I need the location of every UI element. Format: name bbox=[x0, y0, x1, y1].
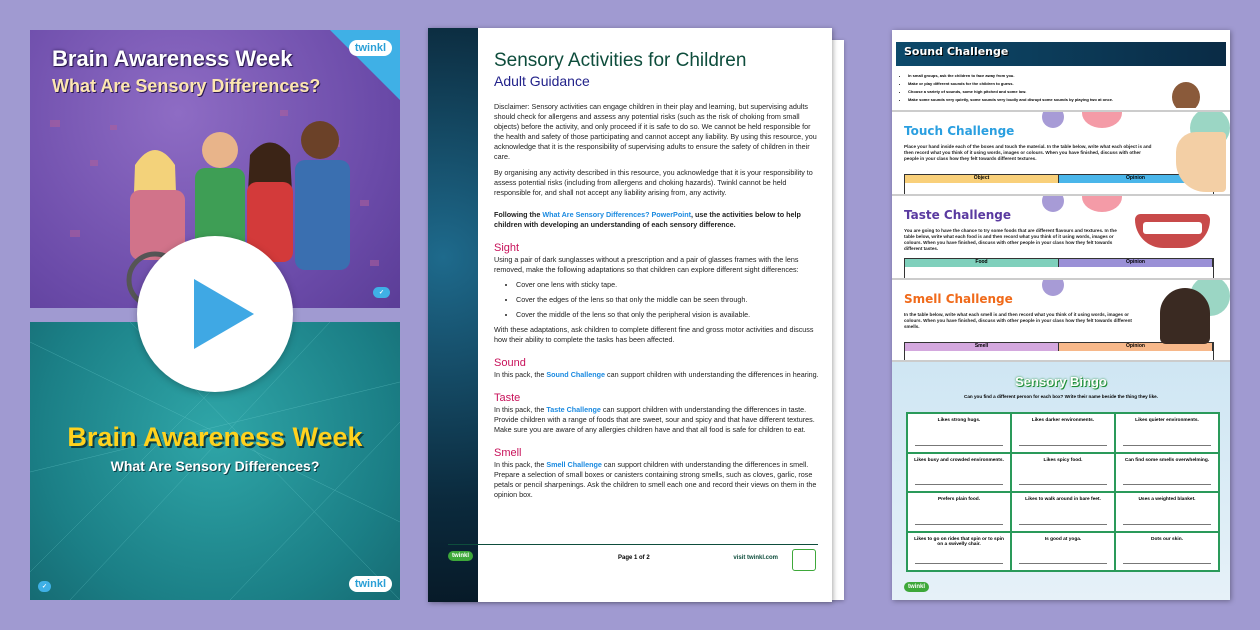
sheet-text: Place your hand inside each of the boxes and touch the material. In the table below, write what each object is and then record what you think of it using words, images or colours. When you have finished, discuss with other people in your class how they felt towards different textures. bbox=[904, 144, 1152, 161]
following-text bbox=[494, 210, 820, 230]
text: , use the activities below to help children with developing an understanding of each sensory difference. bbox=[494, 210, 801, 229]
smile-illustration bbox=[1135, 214, 1210, 248]
text: Following the bbox=[494, 210, 543, 219]
bingo-cell: Likes busy and crowded environments. bbox=[907, 453, 1011, 493]
list-item: • Choose a variety of sounds, some high pitched and some low. bbox=[908, 88, 1113, 96]
cover-title: Brain Awareness Week bbox=[52, 46, 293, 71]
touch-table bbox=[904, 174, 1214, 194]
smell-challenge-sheet bbox=[892, 278, 1230, 362]
bingo-cell: Can find some smells overwhelming. bbox=[1115, 453, 1219, 493]
twinkl-logo: twinkl bbox=[904, 582, 929, 592]
text: can support children with understanding the differences in hearing. bbox=[605, 370, 819, 379]
taste-table bbox=[904, 258, 1214, 278]
bingo-cell: Prefers plain food. bbox=[907, 492, 1011, 532]
twinkl-logo: twinkl bbox=[448, 551, 473, 561]
column-header: Object bbox=[905, 175, 1059, 183]
bingo-cell: Likes quieter environments. bbox=[1115, 413, 1219, 453]
sound-challenge-sheet bbox=[892, 30, 1230, 108]
twinkl-logo: twinkl bbox=[349, 576, 392, 592]
text: In this pack, the bbox=[494, 405, 547, 414]
bingo-cell: Likes spicy food. bbox=[1011, 453, 1115, 493]
bingo-cell: Dots our skin. bbox=[1115, 532, 1219, 572]
play-icon bbox=[194, 279, 254, 349]
sensory-bingo-sheet bbox=[892, 360, 1230, 600]
sight-list bbox=[516, 280, 820, 320]
column-header: Opinion bbox=[1059, 343, 1213, 351]
sound-list bbox=[908, 72, 1113, 104]
girl-illustration bbox=[1160, 288, 1210, 344]
sheet-title: Taste Challenge bbox=[904, 208, 1012, 222]
text: In this pack, the bbox=[494, 460, 547, 469]
column-header: Food bbox=[905, 259, 1059, 267]
sight-after-text: With these adaptations, ask children to complete different fine and gross motor activities and discuss how their ability to complete the tasks has been affected. bbox=[494, 325, 814, 344]
touch-challenge-sheet bbox=[892, 110, 1230, 194]
second-subtitle: What Are Sensory Differences? bbox=[110, 458, 320, 474]
sound-heading: Sound bbox=[494, 357, 526, 369]
cover-subtitle: What Are Sensory Differences? bbox=[52, 76, 321, 96]
bingo-cell: Likes to walk around in bare feet. bbox=[1011, 492, 1115, 532]
sound-text bbox=[494, 370, 820, 380]
bingo-cell: Likes darker environments. bbox=[1011, 413, 1115, 453]
text: In this pack, the bbox=[494, 370, 547, 379]
sheet-text: You are going to have the chance to try some foods that are different flavours and textures. In the table below, write what each food is and then record what you think of it using words, images or colours. When you have finished, discuss with other people in your class how they felt towards different tastes. bbox=[904, 228, 1117, 251]
column-header: Smell bbox=[905, 343, 1059, 351]
taste-challenge-sheet bbox=[892, 194, 1230, 278]
list-item: • In small groups, ask the children to face away from you. bbox=[908, 72, 1113, 80]
sheet-title: Smell Challenge bbox=[904, 292, 1013, 306]
document-title: Sensory Activities for Children bbox=[494, 50, 747, 71]
powerpoint-link[interactable]: What Are Sensory Differences? PowerPoint bbox=[542, 210, 692, 219]
text: can support children with understanding the differences in smell. Prepare a selection of small boxes or canisters containing strong smells, such as cloves, garlic, rose petals or pencil sharpenings. Ask the children to smell each one and record their views on them in the opinion box. bbox=[494, 460, 817, 499]
smell-challenge-link[interactable]: Smell Challenge bbox=[546, 460, 602, 469]
bingo-cell: Uses a weighted blanket. bbox=[1115, 492, 1219, 532]
bingo-grid bbox=[906, 412, 1220, 572]
bingo-cell: Likes strong hugs. bbox=[907, 413, 1011, 453]
play-video-button[interactable] bbox=[137, 236, 293, 392]
column-header: Opinion bbox=[1059, 175, 1213, 183]
document-footer bbox=[448, 544, 818, 584]
text: can support children with understanding the differences in taste. Provide children with a range of foods that are sweet, sour and spicy and that have different textures. Make sure you are aware of any allergies children have and that all food is safe for children to eat. bbox=[494, 405, 815, 434]
column-header: Opinion bbox=[1059, 259, 1213, 267]
taste-text bbox=[494, 405, 820, 435]
page-number: Page 1 of 2 bbox=[618, 555, 650, 561]
sight-text: Using a pair of dark sunglasses without a prescription and a pair of glasses frames with the lens removed, make the following adaptations so that children can explore different sight differences: bbox=[494, 255, 799, 274]
list-item: • Cover one lens with sticky tape. bbox=[516, 280, 820, 290]
smell-heading: Smell bbox=[494, 447, 522, 459]
smell-text bbox=[494, 460, 820, 500]
list-item: • Make some sounds very quietly, some sounds very loudly and disrupt some sounds by playing two at once. bbox=[908, 96, 1113, 104]
organising-text: By organising any activity described in this resource, you acknowledge that it is your responsibility to assess potential risks (including from allergens and choking hazards). Twinkl cannot be held responsible for, and shall not accept any liability arising from, any activity. bbox=[494, 168, 813, 197]
child-illustration bbox=[1172, 82, 1200, 108]
badge-logo: ✓ bbox=[373, 287, 390, 298]
document-subtitle: Adult Guidance bbox=[494, 73, 590, 89]
sheet-title: Sound Challenge bbox=[904, 45, 1009, 58]
twinkl-logo: twinkl bbox=[349, 40, 392, 56]
sheet-title: Sensory Bingo bbox=[1015, 374, 1107, 389]
sheet-subtitle: Can you find a different person for each box? Write their name beside the thing they like. bbox=[964, 394, 1158, 399]
worksheets-preview bbox=[892, 30, 1230, 600]
smell-table bbox=[904, 342, 1214, 362]
sheet-text: In the table below, write what each smell is and then record what you think of it using words, images or colours. When you have finished, discuss with other people in your class how they felt towards different smells. bbox=[904, 312, 1132, 329]
site-link[interactable]: visit twinkl.com bbox=[733, 555, 778, 561]
sight-heading: Sight bbox=[494, 242, 520, 254]
taste-challenge-link[interactable]: Taste Challenge bbox=[546, 405, 601, 414]
disclaimer-text: Disclaimer: Sensory activities can engage children in their play and learning, but supervising adults should check for allergens and assess any potential risks (such as the risk of choking from small objects) before the activity, and only proceed if it is safe to do so. We cannot be held responsible for the health and safety of those participating and cannot accept any liability. By using this resource, you acknowledge that it is the responsibility of supervising adults to ensure the safety of children in their care. bbox=[494, 102, 817, 161]
list-item: • Cover the middle of the lens so that only the peripheral vision is available. bbox=[516, 310, 820, 320]
taste-heading: Taste bbox=[494, 392, 521, 404]
quality-badge bbox=[792, 549, 816, 571]
list-item: • Cover the edges of the lens so that only the middle can be seen through. bbox=[516, 295, 820, 305]
bingo-cell: Is good at yoga. bbox=[1011, 532, 1115, 572]
network-strip bbox=[428, 28, 478, 602]
document-page-1 bbox=[428, 28, 832, 602]
second-title: Brain Awareness Week bbox=[67, 422, 363, 452]
sheet-title: Touch Challenge bbox=[904, 124, 1015, 138]
badge-logo: ✓ bbox=[38, 581, 51, 592]
sound-challenge-link[interactable]: Sound Challenge bbox=[546, 370, 606, 379]
list-item: • Make or play different sounds for the children to guess. bbox=[908, 80, 1113, 88]
bingo-cell: Likes to go on rides that spin or to spin on a swivelly chair. bbox=[907, 532, 1011, 572]
